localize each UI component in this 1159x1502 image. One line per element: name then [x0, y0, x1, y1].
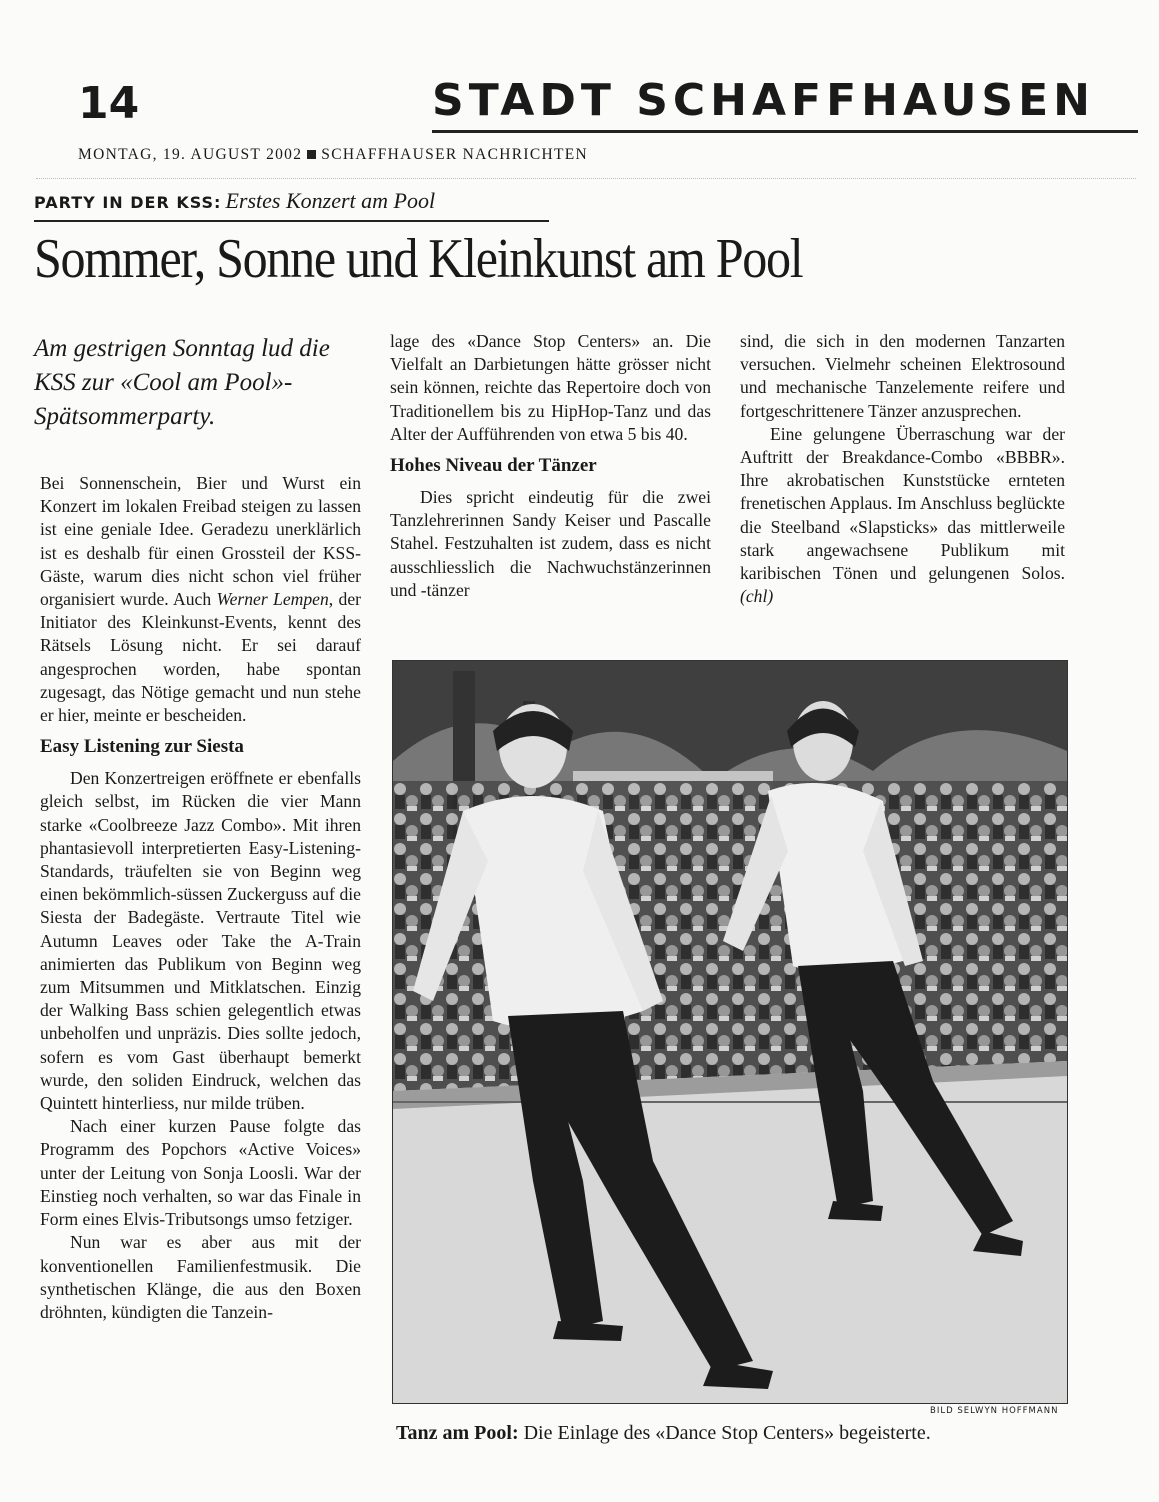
- kicker: [34, 188, 435, 214]
- person-name: Werner Lempen: [216, 589, 329, 610]
- body-paragraph: sind, die sich in den modernen Tanzarten versuchen. Vielmehr scheinen Elektrosound und mechanische Tanzelemente reifere und fortgeschrittenere Tänzer anzusprechen.: [740, 331, 1065, 421]
- kicker-label: PARTY IN DER KSS:: [34, 193, 222, 212]
- author-signature: (chl): [740, 586, 774, 607]
- dotted-divider: [36, 178, 1136, 179]
- headline: Sommer, Sonne und Kleinkunst am Pool: [34, 228, 803, 290]
- lead-paragraph: Am gestrigen Sonntag lud die KSS zur «Cool am Pool»-Spätsommerparty.: [34, 335, 330, 430]
- dancers-photo-illustration: [393, 661, 1067, 1403]
- issue-date: MONTAG, 19. AUGUST 2002: [78, 146, 303, 163]
- square-bullet-icon: [307, 150, 316, 159]
- article-photo: [392, 660, 1068, 1404]
- subheading: Hohes Niveau der Tänzer: [390, 455, 597, 477]
- body-paragraph: Nach einer kurzen Pause folgte das Programm des Popchors «Active Voices» unter der Leitung von Sonja Loosli. War der Einstieg noch verhalten, so war das Finale in Form eines Elvis-Tributsongs umso fetziger.: [40, 1116, 361, 1230]
- body-paragraph: Den Konzertreigen eröffnete er ebenfalls gleich selbst, im Rücken die vier Mann starke «Coolbreeze Jazz Combo». Mit ihren phantasievoll interpretierten Easy-Listening-Standards, träufelten sie von Beginn weg einen bekömmlich-süssen Zuckerguss auf die Siesta der Badegäste. Vertraute Titel wie Autumn Leaves oder Take the A-Train animierten das Publikum von Beginn weg zum Mitsummen und Mitklatschen. Einzig der Walking Bass schien gelegentlich etwas unbeholfen und unpräzis. Dies sollte jedoch, sofern es vom Gast überhaupt bemerkt wurde, den soliden Eindruck, welchen das Quintett hinterliess, nur milde trüben.: [40, 768, 361, 1114]
- article-column-3: [740, 330, 1065, 608]
- body-paragraph: lage des «Dance Stop Centers» an. Die Vielfalt an Darbietungen hätte grösser nicht sein können, reichte das Repertoire doch von Traditionellem bis zu HipHop-Tanz und das Alter der Aufführenden von etwa 5 bis 40.: [390, 331, 711, 444]
- body-paragraph: Dies spricht eindeutig für die zwei Tanzlehrerinnen Sandy Keiser und Pascalle Stahel. Festzuhalten ist zudem, dass es nicht ausschliesslich die Nachwuchstänzerinnen und -tänzer: [390, 487, 711, 600]
- dateline: [78, 146, 588, 164]
- publication-name: SCHAFFHAUSER NACHRICHTEN: [321, 146, 589, 163]
- kicker-rule: [34, 220, 549, 222]
- caption-text: Die Einlage des «Dance Stop Centers» begeisterte.: [523, 1422, 931, 1444]
- section-rule: [432, 130, 1138, 133]
- caption-label: Tanz am Pool:: [396, 1422, 519, 1444]
- section-title: STADT SCHAFFHAUSEN: [432, 75, 1095, 126]
- body-paragraph: Eine gelungene Überraschung war der Auftritt der Breakdance-Combo «BBBR». Ihre akrobatischen Kunststücke ernteten frenetischen Applaus. Im Anschluss beglückte die Steelband «Slapsticks» das mittlerweile stark angewachsene Publikum mit karibischen Tönen und gelungenen Solos. (chl): [740, 423, 1065, 607]
- photo-credit: BILD SELWYN HOFFMANN: [930, 1406, 1059, 1416]
- article-column-1: [40, 472, 361, 1324]
- body-paragraph: Nun war es aber aus mit der konventionellen Familienfestmusik. Die synthetischen Klänge, die aus den Boxen dröhnten, kündigten die Tanzein-: [40, 1232, 361, 1322]
- subheading: Easy Listening zur Siesta: [40, 736, 244, 758]
- page-number: 14: [78, 78, 140, 129]
- kicker-text: Erstes Konzert am Pool: [225, 188, 436, 213]
- body-paragraph: Bei Sonnenschein, Bier und Wurst ein Konzert im lokalen Freibad steigen zu lassen ist eine geniale Idee. Geradezu unerklärlich ist es deshalb für einen Grossteil der KSS-Gäste, warum dies nicht schon viel früher organisiert wurde. Auch Werner Lempen, der Initiator des Kleinkunst-Events, kennt des Rätsels Lösung nicht. Er sei darauf angesprochen worden, habe spontan zugesagt, das Nötige gemacht und nun stehe er hier, meinte er bescheiden.: [40, 473, 362, 726]
- article-column-2: [390, 330, 711, 602]
- photo-caption: [396, 1422, 931, 1445]
